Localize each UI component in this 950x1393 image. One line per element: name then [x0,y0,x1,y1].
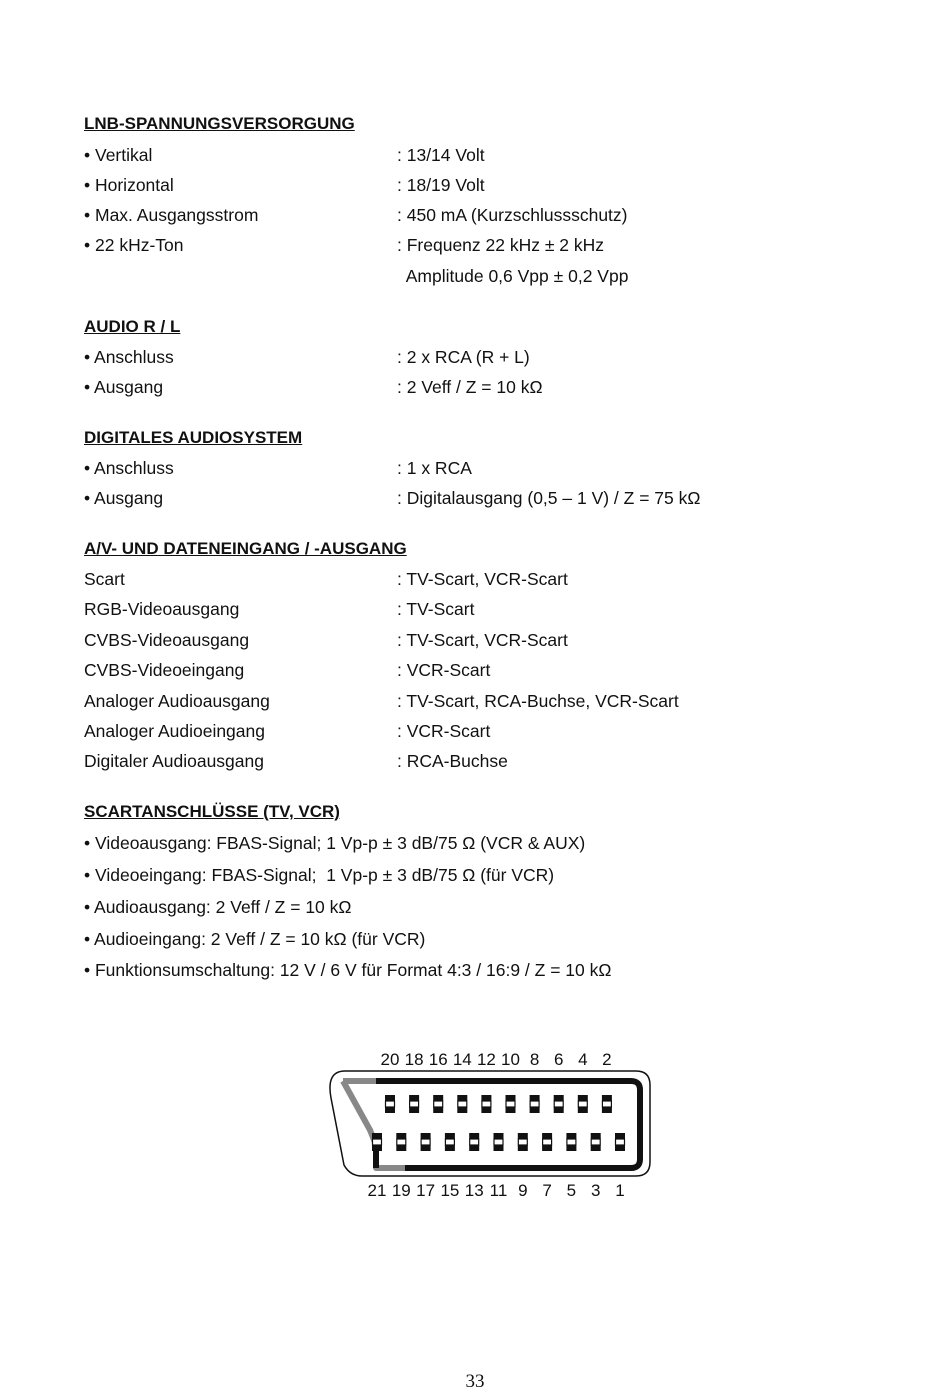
pin-contact [554,1107,564,1113]
pin-contact [469,1145,479,1151]
spec-value: Amplitude 0,6 Vpp ± 0,2 Vpp [397,266,629,286]
pin-socket [494,1139,503,1145]
spec-value: : 1 x RCA [397,458,472,478]
pin-contact [530,1107,540,1113]
pin-socket [373,1139,382,1145]
pin-number-label: 12 [476,1050,496,1069]
spec-value: : VCR-Scart [397,721,491,741]
pin-contact [457,1095,467,1101]
spec-label: Analoger Audioausgang [84,691,270,711]
pin-contact [481,1095,491,1101]
spec-label: RGB-Videoausgang [84,599,240,619]
pin-socket [397,1139,406,1145]
spec-value: : Frequenz 22 kHz ± 2 kHz [397,235,605,255]
pin-socket [421,1139,430,1145]
connector-inner-shell-dark [376,1081,640,1168]
pin-socket [591,1139,600,1145]
pin-number-label: 5 [566,1181,577,1200]
pin-socket [554,1101,563,1107]
top-pin-row [385,1095,612,1113]
spec-label: • Ausgang [84,377,164,397]
pin-number-label: 1 [615,1181,625,1200]
pin-socket [567,1139,576,1145]
pin-number-label: 4 [578,1050,588,1069]
top-pin-labels [381,1050,612,1069]
pin-contact [409,1095,419,1101]
page-number: 33 [465,1371,485,1392]
pin-contact [578,1095,588,1101]
spec-value: : 2 Veff / Z = 10 kΩ [397,377,543,397]
spec-value: : TV-Scart, VCR-Scart [397,630,568,650]
spec-label: • Horizontal [84,175,174,195]
pin-socket [458,1101,467,1107]
spec-value: : TV-Scart, RCA-Buchse, VCR-Scart [397,691,679,711]
pin-socket [470,1139,479,1145]
pin-contact [518,1133,528,1139]
pin-contact [615,1133,625,1139]
spec-value: : 2 x RCA (R + L) [397,347,530,367]
spec-label: • Max. Ausgangsstrom [84,205,259,225]
bottom-pin-row [372,1133,625,1151]
pin-contact [494,1133,504,1139]
pin-contact [530,1095,540,1101]
pin-number-label: 2 [602,1050,612,1069]
pin-contact [518,1145,528,1151]
pin-contact [602,1107,612,1113]
pin-number-label: 7 [542,1181,552,1200]
spec-label: CVBS-Videoeingang [84,660,245,680]
spec-value: : Digitalausgang (0,5 – 1 V) / Z = 75 kΩ [397,488,701,508]
pin-contact [445,1133,455,1139]
section-heading-scart: SCARTANSCHLÜSSE (TV, VCR) [84,802,340,821]
pin-contact [421,1145,431,1151]
spec-label: Digitaler Audioausgang [84,751,264,771]
pin-contact [396,1133,406,1139]
pin-socket [518,1139,527,1145]
section-heading-digital-audio: DIGITALES AUDIOSYSTEM [84,428,303,447]
spec-value: : RCA-Buchse [397,751,508,771]
scart-spec-line: • Videoeingang: FBAS-Signal; 1 Vp-p ± 3 dB/75 Ω (für VCR) [84,865,555,885]
pin-contact [421,1133,431,1139]
pin-socket [386,1101,395,1107]
pin-contact [615,1145,625,1151]
spec-label: CVBS-Videoausgang [84,630,250,650]
pin-number-label: 6 [553,1050,564,1069]
pin-number-label: 14 [452,1050,472,1069]
pin-number-label: 9 [518,1181,528,1200]
pin-number-label: 17 [416,1181,436,1200]
spec-label: Analoger Audioeingang [84,721,265,741]
pin-socket [482,1101,491,1107]
pin-contact [566,1145,576,1151]
pin-number-label: 18 [404,1050,424,1069]
spec-value: : 13/14 Volt [397,145,485,165]
pin-contact [445,1145,455,1151]
spec-value: : VCR-Scart [397,660,491,680]
spec-label: • Ausgang [84,488,164,508]
pin-socket [434,1101,443,1107]
scart-spec-line: • Audioeingang: 2 Veff / Z = 10 kΩ (für VCR) [84,929,426,949]
pin-contact [372,1133,382,1139]
pin-contact [409,1107,419,1113]
pin-contact [566,1133,576,1139]
pin-socket [410,1101,419,1107]
pin-contact [602,1095,612,1101]
pin-number-label: 11 [489,1181,508,1200]
spec-label: • Anschluss [84,458,174,478]
pin-contact [542,1145,552,1151]
section-heading-lnb: LNB-SPANNUNGSVERSORGUNG [84,114,355,133]
spec-value: : TV-Scart [397,599,475,619]
pin-contact [506,1095,516,1101]
pin-socket [602,1101,611,1107]
pin-number-label: 20 [380,1050,400,1069]
scart-spec-line: • Funktionsumschaltung: 12 V / 6 V für Format 4:3 / 16:9 / Z = 10 kΩ [84,960,612,980]
pin-contact [481,1107,491,1113]
spec-value: : TV-Scart, VCR-Scart [397,569,568,589]
spec-label: • Anschluss [84,347,174,367]
pin-number-label: 8 [529,1050,540,1069]
pin-socket [543,1139,552,1145]
spec-label: • Vertikal [84,145,153,165]
pin-contact [554,1095,564,1101]
pin-contact [542,1133,552,1139]
pin-number-label: 13 [464,1181,484,1200]
pin-number-label: 10 [501,1050,520,1069]
pin-contact [433,1107,443,1113]
pin-contact [385,1107,395,1113]
pin-contact [372,1145,382,1151]
pin-socket [530,1101,539,1107]
pin-number-label: 21 [367,1181,387,1200]
pin-number-label: 3 [590,1181,601,1200]
scart-spec-line: • Audioausgang: 2 Veff / Z = 10 kΩ [84,897,352,917]
pin-number-label: 19 [391,1181,411,1200]
pin-number-label: 15 [440,1181,460,1200]
pin-socket [445,1139,454,1145]
spec-value: : 450 mA (Kurzschlussschutz) [397,205,628,225]
pin-contact [457,1107,467,1113]
pin-contact [433,1095,443,1101]
pin-contact [506,1107,516,1113]
bottom-pin-labels [368,1181,625,1200]
scart-spec-line: • Videoausgang: FBAS-Signal; 1 Vp-p ± 3 dB/75 Ω (VCR & AUX) [84,833,586,853]
pin-contact [469,1133,479,1139]
pin-number-label: 16 [428,1050,448,1069]
pin-contact [494,1145,504,1151]
spec-label: • 22 kHz-Ton [84,235,184,255]
pin-socket [506,1101,515,1107]
section-heading-av: A/V- UND DATENEINGANG / -AUSGANG [84,539,407,558]
pin-contact [396,1145,406,1151]
spec-label: Scart [84,569,125,589]
pin-socket [578,1101,587,1107]
section-heading-audio: AUDIO R / L [84,317,181,336]
pin-socket [616,1139,625,1145]
pin-contact [591,1145,601,1151]
spec-value: : 18/19 Volt [397,175,485,195]
pin-contact [591,1133,601,1139]
pin-contact [578,1107,588,1113]
pin-contact [385,1095,395,1101]
